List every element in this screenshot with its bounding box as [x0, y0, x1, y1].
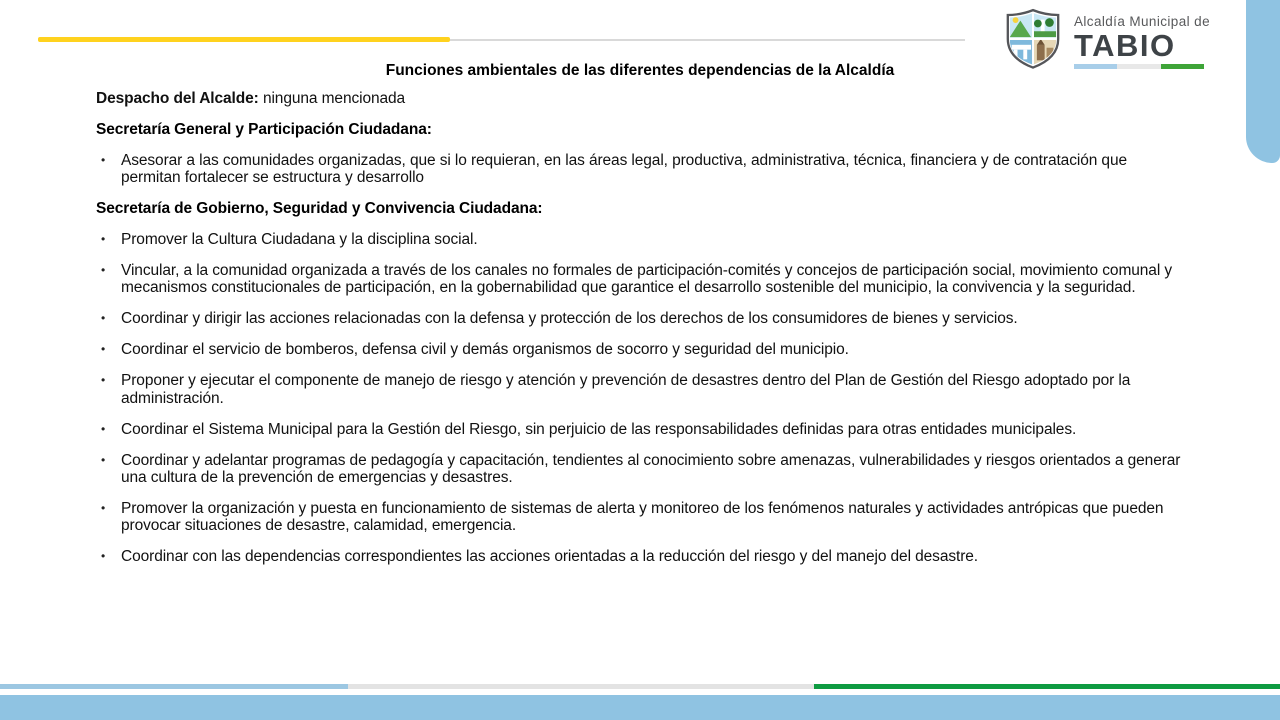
- bullet-marker: •: [101, 421, 106, 436]
- logo-org-line: Alcaldía Municipal de: [1074, 14, 1210, 29]
- bullet-marker: •: [101, 232, 106, 247]
- logo-org-name: TABIO: [1074, 28, 1176, 63]
- list-item: [96, 341, 1188, 358]
- bullet-text: Coordinar y dirigir las acciones relacionadas con la defensa y protección de los derechos de los consumidores de bienes y servicios.: [121, 310, 1018, 328]
- bullet-text: Promover la Cultura Ciudadana y la disciplina social.: [121, 231, 478, 249]
- top-accent-yellow-bar: [38, 37, 450, 42]
- list-item: [96, 310, 1188, 327]
- bullet-text: Coordinar y adelantar programas de pedagogía y capacitación, tendientes al conocimiento sobre amenazas, vulnerabilidades y riesgos orientados a generar una cultura de la prevención de emergencias y desastres.: [121, 451, 1181, 486]
- bullet-marker: •: [101, 153, 106, 168]
- bottom-rule-green-segment: [814, 684, 1280, 689]
- despacho-value: ninguna mencionada: [262, 90, 406, 107]
- bottom-blue-band: [0, 695, 1280, 720]
- bullet-marker: •: [101, 452, 106, 467]
- list-item: [96, 152, 1188, 186]
- list-item: [96, 372, 1188, 406]
- section-heading-secretaria-gobierno: Secretaría de Gobierno, Seguridad y Convivencia Ciudadana:: [96, 200, 543, 218]
- bullet-marker: •: [101, 500, 106, 515]
- list-item: [96, 500, 1188, 534]
- bullet-marker: •: [101, 342, 106, 357]
- bullet-marker: •: [101, 311, 106, 326]
- bullet-marker: •: [101, 548, 106, 563]
- bullet-text: Proponer y ejecutar el componente de manejo de riesgo y atención y prevención de desastres dentro del Plan de Gestión del Riesgo adoptado por la administración.: [121, 372, 1131, 407]
- bottom-rule-gray-segment: [348, 684, 814, 689]
- top-accent-gray-line: [450, 39, 965, 41]
- list-item: [96, 262, 1188, 296]
- right-edge-accent-tab: [1246, 0, 1280, 163]
- section-heading-secretaria-general: Secretaría General y Participación Ciudadana:: [96, 121, 432, 139]
- bottom-rule-blue-segment: [0, 684, 348, 689]
- bullet-text: Vincular, a la comunidad organizada a través de los canales no formales de participación-comités y concejos de participación social, movimiento comunal y mecanismos constitucionales de participación, en la gobernabilidad que garantice el desarrollo sostenible del municipio, la convivencia y la seguridad.: [121, 262, 1173, 297]
- slide-body: [96, 90, 1188, 579]
- bullet-text: Asesorar a las comunidades organizadas, que si lo requieran, en las áreas legal, productiva, administrativa, técnica, financiera y de contratación que permitan fortalecer se estructura y desarrollo: [121, 152, 1127, 187]
- bottom-accent-rule: [0, 684, 1280, 689]
- bullet-list-secretaria-general: [96, 152, 1188, 186]
- despacho-label: Despacho del Alcalde:: [96, 90, 259, 107]
- list-item: [96, 421, 1188, 438]
- bullet-text: Coordinar el Sistema Municipal para la Gestión del Riesgo, sin perjuicio de las responsabilidades definidas para otras entidades municipales.: [121, 420, 1077, 438]
- bullet-text: Coordinar con las dependencias correspondientes las acciones orientadas a la reducción del riesgo y del manejo del desastre.: [121, 547, 978, 565]
- bullet-text: Coordinar el servicio de bomberos, defensa civil y demás organismos de socorro y seguridad del municipio.: [121, 341, 849, 359]
- list-item: [96, 231, 1188, 248]
- bullet-marker: •: [101, 263, 106, 278]
- despacho-line: [96, 90, 1188, 107]
- list-item: [96, 548, 1188, 565]
- bullet-text: Promover la organización y puesta en funcionamiento de sistemas de alerta y monitoreo de los fenómenos naturales y actividades antrópicas que pueden provocar situaciones de desastre, calamidad, emergencia.: [121, 499, 1164, 534]
- bullet-marker: •: [101, 373, 106, 388]
- list-item: [96, 452, 1188, 486]
- logo-text-block: [1074, 14, 1210, 69]
- slide-title: Funciones ambientales de las diferentes dependencias de la Alcaldía: [385, 62, 895, 79]
- bullet-list-secretaria-gobierno: [96, 231, 1188, 565]
